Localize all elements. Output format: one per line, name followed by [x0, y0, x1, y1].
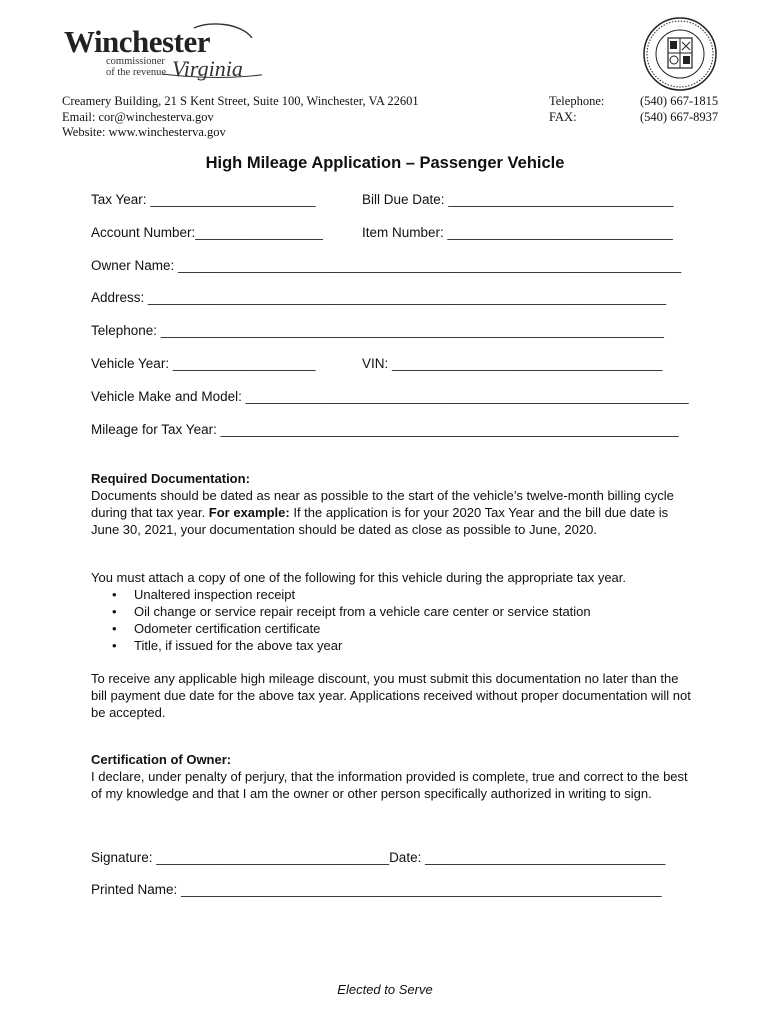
required-docs-heading: Required Documentation:: [91, 471, 250, 486]
winchester-logo: [62, 22, 262, 84]
certification-section: [91, 751, 691, 802]
page-title: High Mileage Application – Passenger Vehicle: [205, 154, 565, 172]
signature-label: Signature:: [91, 850, 153, 865]
printed-name-line[interactable]: ________________________________________________________________: [181, 882, 662, 897]
bullet-icon: •: [112, 587, 117, 602]
telephone-value: (540) 667-1815: [640, 94, 719, 108]
account-number-label: Account Number:: [91, 225, 196, 240]
list-item-text: Unaltered inspection receipt: [134, 587, 296, 602]
owner-name-label: Owner Name:: [91, 258, 175, 273]
account-number-line[interactable]: _________________: [195, 225, 323, 240]
owner-name-field[interactable]: [91, 258, 681, 273]
telephone-field-label: Telephone:: [91, 323, 158, 338]
date-line[interactable]: ________________________________: [425, 850, 666, 865]
list-item-text: Title, if issued for the above tax year: [134, 638, 343, 653]
make-model-field[interactable]: [91, 389, 689, 404]
item-number-label: Item Number:: [362, 225, 444, 240]
list-item: [112, 620, 591, 637]
certification-heading: Certification of Owner:: [91, 752, 232, 767]
vin-label: VIN:: [362, 356, 389, 371]
owner-name-line[interactable]: ___________________________________________________________________: [178, 258, 682, 273]
mileage-line[interactable]: _____________________________________________________________: [220, 422, 679, 437]
mileage-field[interactable]: [91, 422, 679, 437]
address-label: Address:: [91, 290, 145, 305]
signature-field[interactable]: [91, 850, 665, 865]
bullet-icon: •: [112, 638, 117, 653]
item-number-field[interactable]: [362, 225, 673, 240]
tax-year-label: Tax Year:: [91, 192, 147, 207]
bill-due-date-line[interactable]: ______________________________: [448, 192, 674, 207]
mileage-label: Mileage for Tax Year:: [91, 422, 217, 437]
fax-value: (540) 667-8937: [640, 109, 719, 124]
vin-field[interactable]: [362, 356, 662, 371]
email-line: Email: cor@winchesterva.gov: [62, 109, 214, 124]
fax-label: FAX:: [549, 109, 577, 124]
logo-word: Winchester: [64, 24, 210, 59]
address-block: [62, 94, 419, 141]
item-number-line[interactable]: ______________________________: [447, 225, 673, 240]
vehicle-year-label: Vehicle Year:: [91, 356, 170, 371]
logo-state: Virginia: [172, 56, 243, 81]
make-model-line[interactable]: ___________________________________________________________: [245, 389, 689, 404]
list-item-text: Oil change or service repair receipt from a vehicle care center or service station: [134, 604, 591, 619]
address-field[interactable]: [91, 290, 666, 305]
printed-name-field[interactable]: [91, 882, 662, 897]
para1-start: Documents should be dated as near as possible to the start of the vehicle’s twelve-month billing cycle during that tax year.: [91, 488, 674, 520]
website-line: Website: www.winchesterva.gov: [62, 125, 226, 139]
required-docs-para2: You must attach a copy of one of the following for this vehicle during the appropriate tax year.: [91, 570, 627, 585]
address-line: Creamery Building, 21 S Kent Street, Suite 100, Winchester, VA 22601: [62, 94, 419, 108]
tax-year-line[interactable]: ______________________: [150, 192, 316, 207]
address-line[interactable]: _____________________________________________________________________: [148, 290, 667, 305]
vehicle-year-line[interactable]: ___________________: [172, 356, 316, 371]
tax-year-field[interactable]: [91, 192, 316, 207]
list-item: [112, 637, 591, 654]
signature-line[interactable]: _______________________________: [156, 850, 390, 865]
para1-end: If the application is for your 2020 Tax Year and the bill due date is June 30, 2021, your documentation should be dated as close as possible to June, 2020.: [91, 505, 669, 537]
required-docs-para1: [91, 487, 691, 538]
date-label: Date:: [389, 850, 422, 865]
list-item: [112, 603, 591, 620]
logo-sub-line2: of the revenue: [106, 67, 167, 78]
telephone-field-line[interactable]: ___________________________________________________________________: [160, 323, 664, 338]
vin-line[interactable]: ____________________________________: [392, 356, 663, 371]
vehicle-year-field[interactable]: [91, 356, 316, 371]
account-number-field[interactable]: [91, 225, 323, 240]
telephone-field[interactable]: [91, 323, 664, 338]
certification-text: I declare, under penalty of perjury, that the information provided is complete, true and correct to the best of my knowledge and that I am the owner or other person specifically authorized in writing to sign.: [91, 769, 688, 801]
required-docs-para3: To receive any applicable high mileage discount, you must submit this documentation no later than the bill payment due date for the above tax year. Applications received without proper documentation will not be accepted.: [91, 671, 691, 720]
list-item-text: Odometer certification certificate: [134, 621, 321, 636]
printed-name-label: Printed Name:: [91, 882, 178, 897]
list-item: [112, 586, 591, 603]
city-seal-icon: [642, 16, 718, 92]
para1-bold: For example:: [208, 505, 290, 520]
documentation-list: [112, 586, 591, 654]
bullet-icon: •: [112, 621, 117, 636]
contact-block: [549, 94, 718, 125]
footer-tagline: Elected to Serve: [337, 982, 433, 997]
bill-due-date-field[interactable]: [362, 192, 674, 207]
make-model-label: Vehicle Make and Model:: [91, 389, 242, 404]
bullet-icon: •: [112, 604, 117, 619]
required-docs-section: [91, 470, 691, 538]
bill-due-date-label: Bill Due Date:: [362, 192, 445, 207]
telephone-label: Telephone:: [549, 94, 605, 108]
logo-sub-line1: commissioner: [106, 56, 165, 67]
